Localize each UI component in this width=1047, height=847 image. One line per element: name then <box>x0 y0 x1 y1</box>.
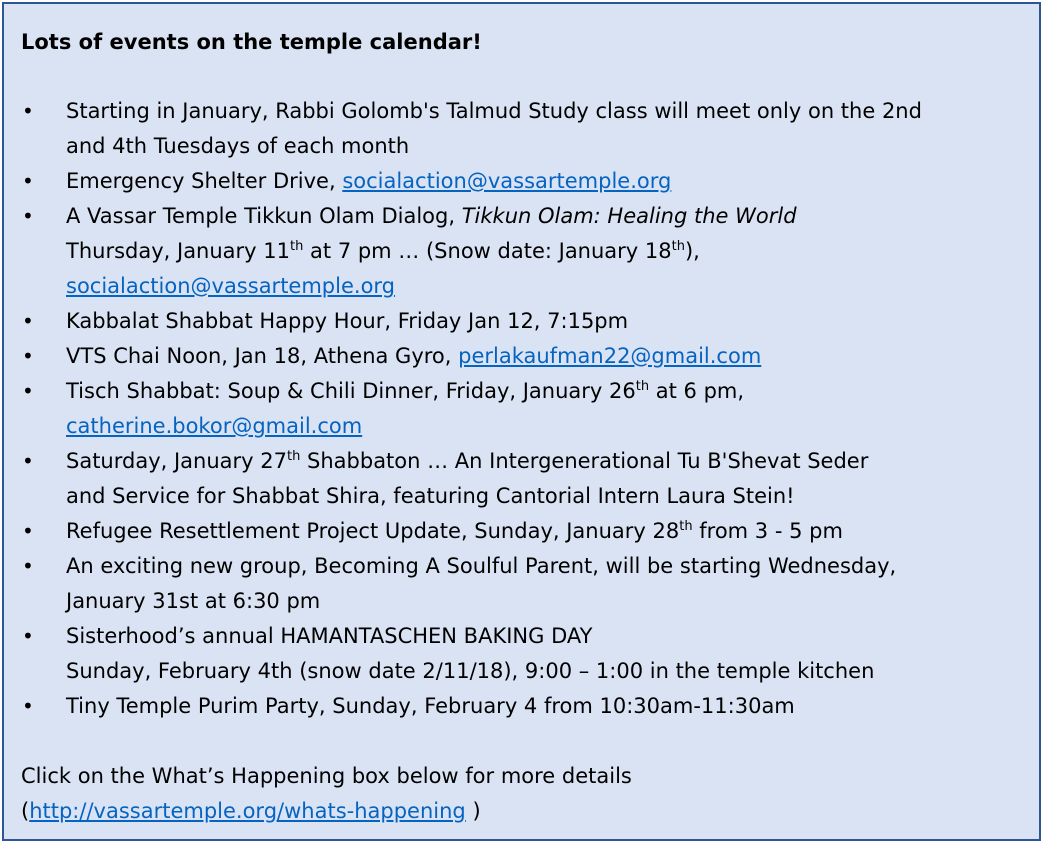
event-text: Tisch Shabbat: Soup & Chili Dinner, Friday, January 26 <box>66 379 636 403</box>
events-list <box>4 94 1039 724</box>
event-text: and 4th Tuesdays of each month <box>66 134 410 158</box>
event-subtitle: Tikkun Olam: Healing the World <box>461 204 797 228</box>
ordinal-suffix: th <box>290 239 304 254</box>
email-link[interactable]: perlakaufman22@gmail.com <box>458 344 762 368</box>
bullet-icon: • <box>22 554 34 578</box>
event-text: VTS Chai Noon, Jan 18, Athena Gyro, <box>66 344 459 368</box>
event-text: at 7 pm … (Snow date: January 18 <box>303 239 672 263</box>
bullet-icon: • <box>22 624 34 648</box>
event-text: January 31st at 6:30 pm <box>66 589 321 613</box>
ordinal-suffix: th <box>635 379 650 394</box>
list-item <box>4 339 1039 374</box>
bullet-icon: • <box>22 694 34 718</box>
event-text: Refugee Resettlement Project Update, Sunday, January 28 <box>66 519 680 543</box>
footer-text: Click on the What’s Happening box below for more details <box>21 764 632 788</box>
email-link[interactable]: socialaction@vassartemple.org <box>342 169 672 193</box>
event-text: Thursday, January 11 <box>66 239 291 263</box>
bullet-icon: • <box>22 344 34 368</box>
list-item <box>4 689 1039 724</box>
bullet-icon: • <box>22 449 34 473</box>
event-text: Tiny Temple Purim Party, Sunday, February 4 from 10:30am-11:30am <box>66 694 795 718</box>
bullet-icon: • <box>22 99 34 123</box>
panel-title: Lots of events on the temple calendar! <box>21 30 482 54</box>
list-item <box>4 164 1039 199</box>
list-item <box>4 304 1039 339</box>
list-item <box>4 444 1039 514</box>
whats-happening-link[interactable]: http://vassartemple.org/whats-happening <box>29 799 466 823</box>
bullet-icon: • <box>22 204 34 228</box>
event-text: An exciting new group, Becoming A Soulful Parent, will be starting Wednesday, <box>66 554 897 578</box>
footer-note <box>21 759 632 829</box>
ordinal-suffix: th <box>287 449 301 464</box>
list-item <box>4 199 1039 304</box>
event-text: at 6 pm, <box>649 379 745 403</box>
event-text: Emergency Shelter Drive, <box>66 169 343 193</box>
event-text: from 3 - 5 pm <box>692 519 843 543</box>
bullet-icon: • <box>22 169 34 193</box>
ordinal-suffix: th <box>671 239 685 254</box>
bullet-icon: • <box>22 519 34 543</box>
list-item <box>4 374 1039 444</box>
bullet-icon: • <box>22 379 34 403</box>
ordinal-suffix: th <box>679 519 693 534</box>
event-text: Sunday, February 4th (snow date 2/11/18), 9:00 – 1:00 in the temple kitchen <box>66 659 875 683</box>
paren-close: ) <box>465 799 481 823</box>
event-text: Kabbalat Shabbat Happy Hour, Friday Jan 12, 7:15pm <box>66 309 629 333</box>
event-text: A Vassar Temple Tikkun Olam Dialog, <box>66 204 462 228</box>
bullet-icon: • <box>22 309 34 333</box>
paren-open: ( <box>21 799 30 823</box>
list-item <box>4 549 1039 619</box>
list-item <box>4 94 1039 164</box>
list-item <box>4 619 1039 689</box>
events-panel <box>2 2 1041 841</box>
event-text: and Service for Shabbat Shira, featuring Cantorial Intern Laura Stein! <box>66 484 795 508</box>
event-text: ), <box>684 239 700 263</box>
event-text: Starting in January, Rabbi Golomb's Talmud Study class will meet only on the 2nd <box>66 99 922 123</box>
email-link[interactable]: socialaction@vassartemple.org <box>66 274 396 298</box>
email-link[interactable]: catherine.bokor@gmail.com <box>66 414 363 438</box>
event-text: Sisterhood’s annual HAMANTASCHEN BAKING DAY <box>66 624 593 648</box>
event-text: Saturday, January 27 <box>66 449 287 473</box>
event-text: Shabbaton … An Intergenerational Tu B'Shevat Seder <box>300 449 869 473</box>
list-item <box>4 514 1039 549</box>
